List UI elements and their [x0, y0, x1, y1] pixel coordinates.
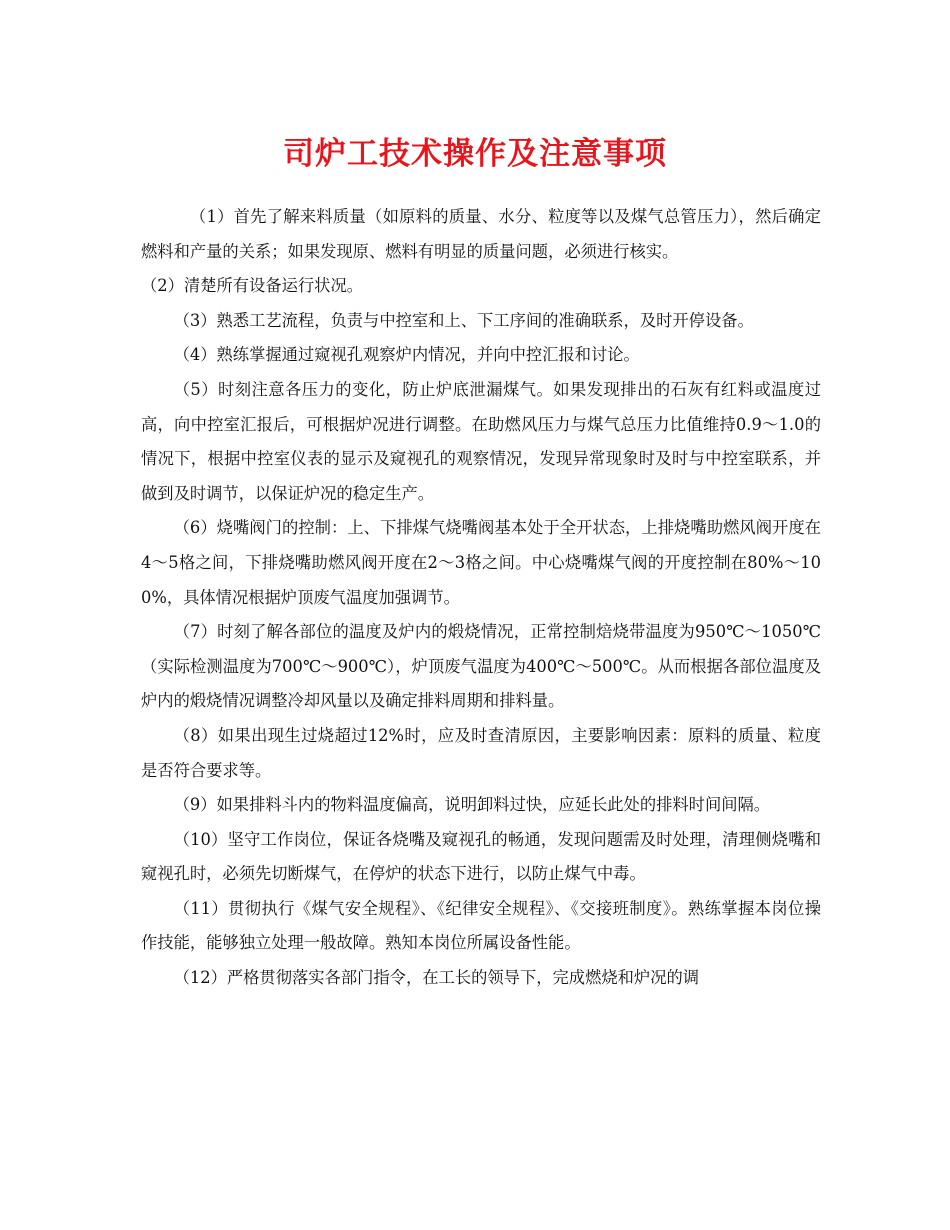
paragraph-8: （8）如果出现生过烧超过12%时，应及时查清原因，主要影响因素：原料的质量、粒度是否符合要求等。	[141, 725, 821, 780]
paragraph-6: （6）烧嘴阀门的控制：上、下排煤气烧嘴阀基本处于全开状态，上排烧嘴助燃风阀开度在4～5格之间，下排烧嘴助燃风阀开度在2～3格之间。中心烧嘴煤气阀的开度控制在80%～100%，具体情况根据炉顶废气温度加强调节。	[141, 518, 821, 607]
paragraph-7: （7）时刻了解各部位的温度及炉内的煅烧情况，正常控制焙烧带温度为950℃～1050℃（实际检测温度为700℃～900℃），炉顶废气温度为400℃～500℃。从而根据各部位温度及炉内的煅烧情况调整冷却风量以及确定排料周期和排料量。	[141, 622, 821, 711]
paragraph-9: （9）如果排料斗内的物料温度偏高，说明卸料过快，应延长此处的排料时间间隔。	[173, 795, 771, 815]
paragraph-1: （1）首先了解来料质量（如原料的质量、水分、粒度等以及煤气总管压力），然后确定燃料和产量的关系；如果发现原、燃料有明显的质量问题，必须进行核实。	[141, 207, 821, 261]
paragraph-10: （10）坚守工作岗位，保证各烧嘴及窥视孔的畅通，发现问题需及时处理，清理侧烧嘴和窥视孔时，必须先切断煤气，在停炉的状态下进行，以防止煤气中毒。	[141, 829, 821, 884]
document-body	[141, 200, 821, 996]
paragraph-3: （3）熟悉工艺流程，负责与中控室和上、下工序间的准确联系，及时开停设备。	[173, 310, 754, 330]
paragraph-12: （12）严格贯彻落实各部门指令，在工长的领导下，完成燃烧和炉况的调	[173, 968, 700, 988]
document-title: 司炉工技术操作及注意事项	[283, 136, 667, 172]
paragraph-4: （4）熟练掌握通过窥视孔观察炉内情况，并向中控汇报和讨论。	[173, 345, 640, 365]
paragraph-2: （2）清楚所有设备运行状况。	[141, 276, 364, 296]
paragraph-11: （11）贯彻执行《煤气安全规程》、《纪律安全规程》、《交接班制度》。熟练掌握本岗位操作技能，能够独立处理一般故障。熟知本岗位所属设备性能。	[141, 898, 821, 953]
paragraph-5: （5）时刻注意各压力的变化，防止炉底泄漏煤气。如果发现排出的石灰有红料或温度过高，向中控室汇报后，可根据炉况进行调整。在助燃风压力与煤气总压力比值维持0.9～1.0的情况下，根据中控室仪表的显示及窥视孔的观察情况，发现异常现象时及时与中控室联系，并做到及时调节，以保证炉况的稳定生产。	[141, 379, 821, 503]
